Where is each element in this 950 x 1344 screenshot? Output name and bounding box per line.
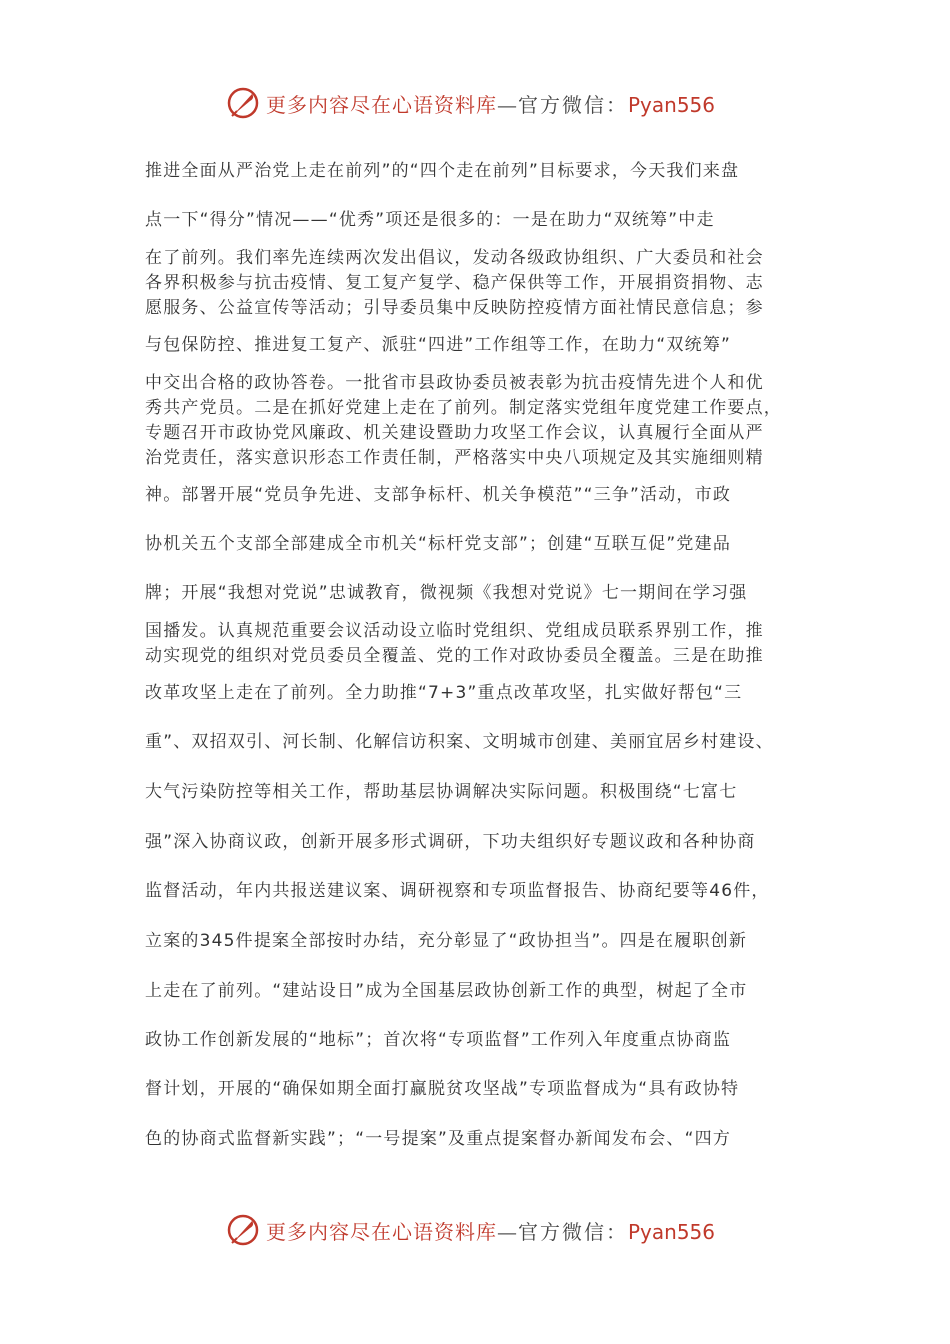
wechat-id: Pyan556 [628, 1219, 716, 1244]
text-line: 政协工作创新发展的“地标”；首次将“专项监督”工作列入年度重点协商监 [145, 1030, 732, 1050]
text-line: 强”深入协商议政，创新开展多形式调研，下功夫组织好专题议政和各种协商 [145, 832, 756, 852]
text-line: 专题召开市政协党风廉政、机关建设暨助力攻坚工作会议，认真履行全面从严 [145, 423, 764, 443]
text-line: 色的协商式监督新实践”；“一号提案”及重点提案督办新闻发布会、“四方 [145, 1129, 732, 1149]
text-line: 牌；开展“我想对党说”忠诚教育，微视频《我想对党说》七一期间在学习强 [145, 583, 748, 603]
banner-text [266, 1216, 715, 1245]
text-line: 督计划，开展的“确保如期全面打赢脱贫攻坚战”专项监督成为“具有政协特 [145, 1079, 740, 1099]
text-line: 秀共产党员。二是在抓好党建上走在了前列。制定落实党组年度党建工作要点， [145, 398, 782, 418]
text-line: 与包保防控、推进复工复产、派驻“四进”工作组等工作，在助力“双统筹” [145, 335, 732, 355]
quill-logo-icon [226, 1213, 260, 1247]
text-line: 上走在了前列。“建站设日”成为全国基层政协创新工作的典型，树起了全市 [145, 981, 748, 1001]
wechat-label: 官方微信： [518, 92, 628, 117]
wechat-label: 官方微信： [518, 1219, 628, 1244]
banner-separator: — [497, 1219, 518, 1244]
brand-text: 更多内容尽在心语资料库 [266, 92, 497, 117]
text-line: 动实现党的组织对党员委员全覆盖、党的工作对政协委员全覆盖。三是在助推 [145, 646, 764, 666]
banner-text [266, 89, 715, 118]
brand-text: 更多内容尽在心语资料库 [266, 1219, 497, 1244]
text-line: 愿服务、公益宣传等活动；引导委员集中反映防控疫情方面社情民意信息；参 [145, 298, 764, 318]
text-line: 国播发。认真规范重要会议活动设立临时党组织、党组成员联系界别工作，推 [145, 621, 764, 641]
text-line: 点一下“得分”情况——“优秀”项还是很多的：一是在助力“双统筹”中走 [145, 210, 715, 230]
text-line: 大气污染防控等相关工作，帮助基层协调解决实际问题。积极围绕“七富七 [145, 782, 738, 802]
text-line: 重”、双招双引、河长制、化解信访积案、文明城市创建、美丽宜居乡村建设、 [145, 732, 774, 752]
header-banner [226, 85, 726, 121]
text-line: 协机关五个支部全部建成全市机关“标杆党支部”；创建“互联互促”党建品 [145, 534, 732, 554]
text-line: 中交出合格的政协答卷。一批省市县政协委员被表彰为抗击疫情先进个人和优 [145, 373, 764, 393]
quill-logo-icon [226, 86, 260, 120]
text-line: 监督活动，年内共报送建议案、调研视察和专项监督报告、协商纪要等46件， [145, 881, 770, 901]
wechat-id: Pyan556 [628, 92, 716, 117]
text-line: 治党责任，落实意识形态工作责任制，严格落实中央八项规定及其实施细则精 [145, 448, 764, 468]
text-line: 改革攻坚上走在了前列。全力助推“7+3”重点改革攻坚，扎实做好帮包“三 [145, 683, 743, 703]
text-line: 神。部署开展“党员争先进、支部争标杆、机关争模范”“三争”活动，市政 [145, 485, 732, 505]
banner-separator: — [497, 92, 518, 117]
text-line: 在了前列。我们率先连续两次发出倡议，发动各级政协组织、广大委员和社会 [145, 248, 764, 268]
text-line: 推进全面从严治党上走在前列”的“四个走在前列”目标要求，今天我们来盘 [145, 161, 740, 181]
text-line: 立案的345件提案全部按时办结，充分彰显了“政协担当”。四是在履职创新 [145, 931, 748, 951]
text-line: 各界积极参与抗击疫情、复工复产复学、稳产保供等工作，开展捐资捐物、志 [145, 273, 764, 293]
footer-banner [226, 1212, 726, 1248]
